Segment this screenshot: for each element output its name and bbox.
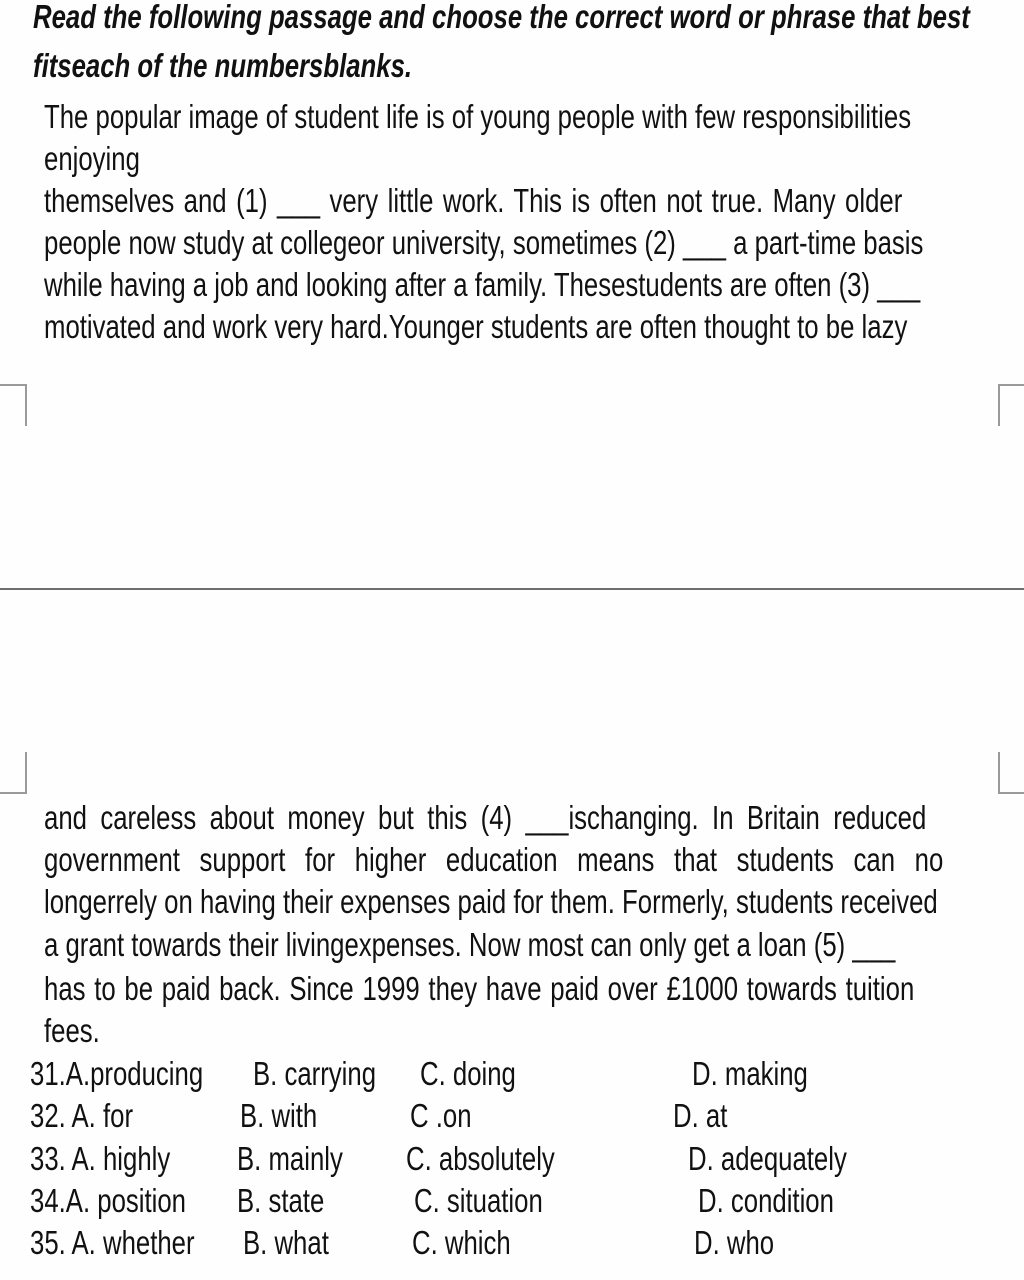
page-corner-mark bbox=[0, 752, 27, 794]
option-b[interactable]: B. what bbox=[243, 1224, 329, 1261]
option-d[interactable]: D. who bbox=[694, 1224, 775, 1261]
page-corner-mark bbox=[998, 384, 1024, 426]
option-b[interactable]: B. carrying bbox=[253, 1055, 377, 1092]
option-b[interactable]: B. with bbox=[240, 1097, 318, 1134]
option-a[interactable]: 35. A. whether bbox=[30, 1224, 195, 1261]
passage-line: The popular image of student life is of young people with few responsibilities bbox=[44, 98, 912, 135]
passage-line: people now study at collegeor university, sometimes (2) ___ a part-time basis bbox=[44, 224, 924, 261]
option-d[interactable]: D. condition bbox=[698, 1182, 834, 1219]
passage-line: longerrely on having their expenses paid for them. Formerly, students received bbox=[44, 883, 938, 920]
passage-line: enjoying bbox=[44, 140, 140, 177]
instruction-line-1: Read the following passage and choose the correct word or phrase that best bbox=[33, 0, 970, 35]
option-c[interactable]: C. absolutely bbox=[406, 1140, 555, 1177]
option-a[interactable]: 33. A. highly bbox=[30, 1140, 171, 1177]
passage-line: has to be paid back. Since 1999 they have paid over £1000 towards tuition bbox=[44, 970, 915, 1007]
passage-line: themselves and (1) ___ very little work. This is often not true. Many older bbox=[44, 182, 903, 219]
instruction-line-2: fitseach of the numbersblanks. bbox=[33, 47, 413, 84]
passage-line: government support for higher education means that students can no bbox=[44, 841, 944, 878]
option-b[interactable]: B. state bbox=[237, 1182, 325, 1219]
option-d[interactable]: D. making bbox=[692, 1055, 808, 1092]
option-d[interactable]: D. adequately bbox=[688, 1140, 847, 1177]
page-corner-mark bbox=[0, 384, 27, 426]
option-c[interactable]: C .on bbox=[410, 1097, 472, 1134]
option-a[interactable]: 31.A.producing bbox=[30, 1055, 204, 1092]
passage-line: motivated and work very hard.Younger students are often thought to be lazy bbox=[44, 308, 908, 345]
option-a[interactable]: 32. A. for bbox=[30, 1097, 134, 1134]
option-c[interactable]: C. situation bbox=[414, 1182, 543, 1219]
option-b[interactable]: B. mainly bbox=[237, 1140, 343, 1177]
passage-line: fees. bbox=[44, 1012, 100, 1049]
passage-line: a grant towards their livingexpenses. Now most can only get a loan (5) ___ bbox=[44, 926, 896, 963]
option-c[interactable]: C. which bbox=[412, 1224, 511, 1261]
page-corner-mark bbox=[998, 752, 1024, 794]
passage-line: and careless about money but this (4) ___ischanging. In Britain reduced bbox=[44, 799, 927, 836]
page-break-divider bbox=[0, 588, 1024, 590]
option-c[interactable]: C. doing bbox=[420, 1055, 516, 1092]
option-a[interactable]: 34.A. position bbox=[30, 1182, 186, 1219]
passage-line: while having a job and looking after a family. Thesestudents are often (3) ___ bbox=[44, 266, 921, 303]
option-d[interactable]: D. at bbox=[673, 1097, 728, 1134]
